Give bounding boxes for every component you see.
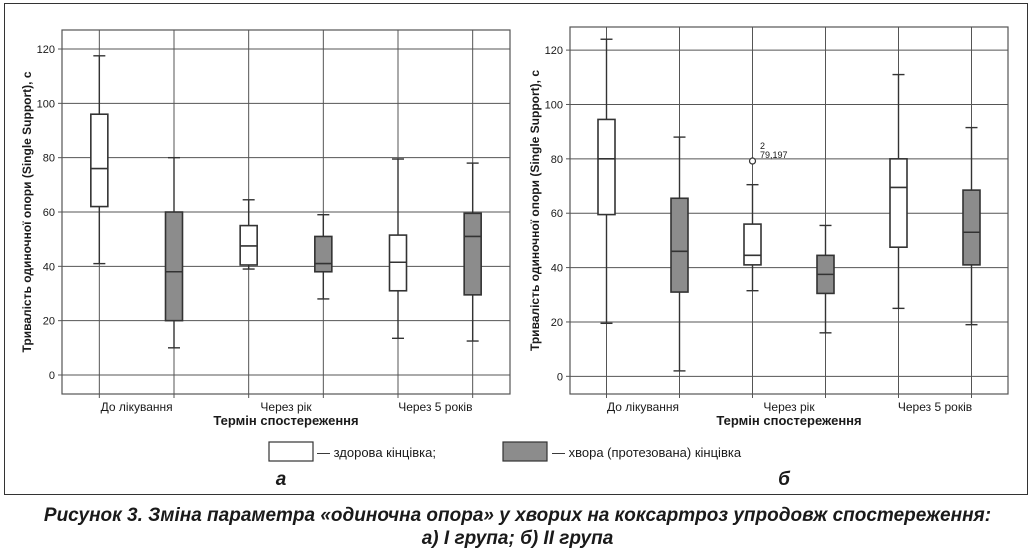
panel-a-plot [37, 30, 510, 414]
panel-a-box-healthy-1 [91, 56, 108, 264]
box-iqr [598, 119, 615, 214]
panel-a-label: а [275, 469, 287, 490]
outlier-case-label: 2 [760, 141, 766, 151]
panel-b-y-tick-label: 80 [550, 153, 563, 166]
panel-b-y-tick-label: 40 [550, 262, 563, 275]
panel-b-x-axis-label: Термін спостереження [716, 413, 862, 428]
box-iqr [315, 236, 332, 271]
panel-a-y-tick-label: 120 [36, 44, 55, 57]
legend-label-healthy: — здорова кінцівка; [317, 445, 436, 460]
panel-b-outlier-point [750, 158, 756, 164]
panel-a-x-tick-label: До лікування [100, 400, 173, 414]
panel-b-box-affected-3 [963, 128, 980, 325]
box-iqr [963, 190, 980, 265]
panel-b-box-affected-2 [817, 225, 834, 332]
panel-a-y-tick-label: 0 [48, 369, 55, 382]
panel-b-y-tick-label: 100 [544, 99, 563, 112]
panel-b-y-tick-label: 0 [556, 371, 563, 384]
legend-swatch-affected [503, 442, 547, 461]
chart-panel-b [528, 27, 1008, 490]
panel-b-box-affected-1 [671, 137, 688, 371]
panel-b-y-axis-label: Тривалість одиночної опори (Single Support), с [528, 69, 542, 352]
box-iqr [744, 224, 761, 265]
panel-a-box-healthy-3 [390, 159, 407, 338]
panel-a-y-axis-label: Тривалість одиночної опори (Single Support), с [20, 71, 34, 353]
panel-a-y-tick-label: 20 [42, 315, 55, 328]
figure-caption-line-1: Рисунок 3. Зміна параметра «одиночна опора» у хворих на коксартроз упродовж спостереження: [43, 505, 992, 526]
box-iqr [671, 198, 688, 292]
legend-swatch-healthy [269, 442, 313, 461]
outlier-value-label: 79,197 [760, 150, 788, 160]
panel-b-y-tick-label: 60 [550, 208, 563, 221]
panel-b-x-tick-label: Через 5 років [897, 400, 973, 414]
legend [269, 442, 742, 461]
panel-a-box-affected-3 [464, 163, 481, 341]
panel-b-box-healthy-1 [598, 39, 615, 323]
legend-label-affected: — хвора (протезована) кінцівка [552, 445, 742, 460]
panel-a-box-affected-1 [166, 158, 183, 348]
panel-b-plot [545, 27, 1008, 414]
chart-panel-a [20, 30, 510, 490]
panel-a-y-tick-label: 100 [36, 98, 55, 111]
panel-a-box-affected-2 [315, 215, 332, 299]
panel-a-y-tick-label: 60 [42, 207, 55, 219]
panel-b-y-tick-label: 120 [544, 45, 563, 58]
panel-b-box-healthy-3 [890, 75, 907, 309]
panel-b-box-healthy-2 [744, 185, 761, 291]
panel-a-x-axis-label: Термін спостереження [213, 413, 359, 428]
panel-a-x-tick-label: Через рік [260, 400, 312, 414]
panel-b-x-tick-label: До лікування [607, 400, 679, 414]
panel-a-y-tick-label: 80 [42, 152, 55, 165]
box-iqr [166, 212, 183, 321]
panel-b-plot-frame [570, 27, 1008, 394]
box-iqr [464, 213, 481, 294]
box-iqr [91, 114, 108, 206]
panel-b-x-tick-label: Через рік [763, 400, 815, 414]
panel-b-label: б [778, 469, 790, 490]
panel-b-y-tick-label: 20 [550, 316, 563, 329]
box-iqr [890, 159, 907, 247]
figure-caption-line-2: а) I група; б) II група [421, 528, 614, 549]
panel-a-box-healthy-2 [240, 200, 257, 269]
panel-a-x-tick-label: Через 5 років [398, 400, 473, 414]
panel-a-y-tick-label: 40 [42, 261, 55, 274]
